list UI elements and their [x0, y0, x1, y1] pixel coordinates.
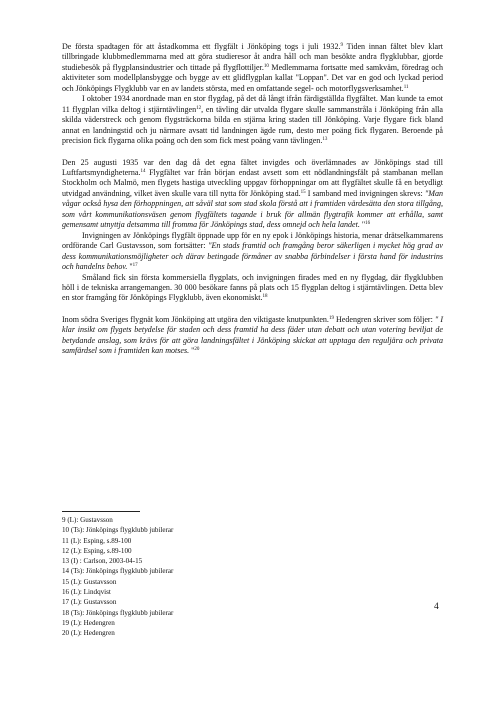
footnote: 17 (L): Gustavsson	[62, 598, 117, 607]
body-text	[62, 42, 443, 357]
text-run: "	[189, 346, 195, 356]
paragraph	[62, 273, 443, 304]
text-run: Tiden innan fältet blev klart tillbringade klubbmedlemmarna med att göra studieresor åt andra håll och man besökte andra flygklubbar, gjorde studiebesök på flygplansindustrier och tittade på flygflottiljer.	[62, 42, 443, 72]
text-run: Inom södra Sveriges flygnät kom Jönköping att utgöra den viktigaste knutpunkten.	[62, 314, 329, 324]
footnote-marker: 11	[403, 84, 409, 90]
paragraph	[62, 94, 443, 146]
footnote: 9 (L): Gustavsson	[62, 516, 113, 524]
text-run: I samband med invigningen skrevs:	[305, 188, 425, 198]
footnote-marker: 9	[340, 43, 343, 48]
text-run: Hedengren skriver som följer:	[333, 314, 435, 324]
footnote: 12 (L): Esping, s.89-100	[62, 546, 132, 555]
footnote: 11 (L): Esping, s.89-100	[62, 536, 132, 545]
text-run: Medlemmarna fortsatte med samkväm, föredrag och aktiviteter som modellplansbygge och bygge av ett glidflygplan kallat "Loppan". Det var en god och lyckad period och Jönköpings Flygklubb var en av landets största, med en omfattande segel- och motorflygsverksamhet.	[62, 62, 444, 93]
paragraph	[62, 315, 443, 357]
footnote: 16 (L): Lindqvist	[62, 588, 111, 597]
footnote: 18 (Ts): Jönköpings flygklubb jubilerar	[62, 608, 174, 617]
paragraph	[62, 158, 443, 231]
text-run: "	[127, 262, 133, 272]
text-run: , en tävling där utvalda flygare skulle sammanstråla i Jönköping från alla skilda väderstreck och genom flygsträckorna bilda en stjärna kring staden till Jönköping. Varje flygare fick bland annat en landningstid och ju närmare avsatt tid landningen ägde rum, desto mer poäng fick flygaren. Beroende på precision fick flygarna olika poäng och den som fick mest poäng vann tävlingen.	[62, 104, 443, 146]
footnote: 13 (I) : Carlson, 2003-04-15	[62, 557, 143, 566]
footnote-marker: 13	[322, 137, 328, 143]
footnote-marker: 16	[365, 221, 371, 227]
footnote-separator	[62, 511, 140, 512]
paragraph	[62, 42, 443, 94]
footnote: 15 (L): Gustavsson	[62, 577, 117, 586]
text-run: Den 25 augusti 1935 var den dag då det egna fältet invigdes och överlämnades av Jönköpings stad till Luftfartsmyndigheterna.	[62, 157, 443, 177]
footnote: 20 (L): Hedengren	[62, 629, 115, 638]
quotation: "Man vågar också hysa den förhoppningen, att såväl stat som stad skola förstå att i framtiden värdesätta den stora tillgång, som vårt kommunikationsväsen genom flygfältets tagande i bruk för allmän flygtrafik kommer att erhålla, samt gemensamt utnyttja detsamma till fromma för Jönköpings stad, dess omnejd och hela landet.	[62, 188, 443, 230]
text-run: Flygfältet var från början endast avsett som ett nödlandningsfält på stambanan mellan Stockholm och Malmö, men flygets hastiga utveckling uppgav förhoppningar om att flygfältet skulle få en betydligt utvidgad användning, vilket även skulle vara till nytta för Jönköping stad.	[62, 167, 443, 198]
text-run: Småland fick sin första kommersiella flygplats, och invigningen firades med en ny flygdag, där flygklubben höll i de tekniska arrangemangen. 30 000 besökare fanns på plats och 15 flygplan deltog i stjärntävlingen. Detta blev en stor framgång för Jönköpings Flygklubb, även ekonomiskt.	[62, 272, 443, 303]
text-run: "	[359, 220, 366, 230]
footnotes	[62, 515, 362, 639]
footnote: 19 (L): Hedengren	[62, 618, 115, 627]
text-run: De första spadtagen för att åstadkomma ett flygfält i Jönköping togs i juli 1932.	[62, 42, 341, 51]
paragraph	[62, 231, 443, 273]
text-run: I oktober 1934 anordnade man en stor flygdag, på det då långt ifrån färdigställda flygfältet. Man kunde ta emot 11 flygplan vilka deltog i stjärntävlingen	[62, 94, 443, 114]
text-run: Invigningen av Jönköpings flygfält öppnade upp för en ny epok i Jönköpings historia, menar drätselkammarens ordförande Carl Gustavsson, som fortsätter:	[62, 230, 443, 251]
quotation: "En stads framtid och framgång beror säkerligen i mycket hög grad av dess kommunikationsmöjligheter och därav betingade förmåner av snabba förbindelser i första hand för industrins och handelns behov.	[62, 241, 443, 272]
footnote: 10 (Ts): Jönköpings flygklubb jubilerar	[62, 526, 174, 535]
footnote-marker: 20	[194, 347, 200, 353]
footnote-marker: 15	[300, 189, 306, 195]
footnote-marker: 14	[140, 168, 146, 174]
footnote: 14 (Ts): Jönköpings flygklubb jubilerar	[62, 567, 174, 576]
footnote-marker: 17	[132, 263, 138, 269]
footnote-marker: 12	[196, 105, 202, 111]
quotation: " I klar insikt om flygets betydelse för staden och dess framtid ha dess fäder utan debatt och utan votering beviljat de betydande anslag, som krävs för att göra landningsfältet i Jönköping skickat att upptaga den reguljära och privata samfärdsel som i framtiden kan motses.	[62, 314, 444, 356]
footnote-marker: 10	[263, 63, 269, 69]
page-number: 4	[434, 602, 439, 612]
footnote-marker: 18	[262, 294, 268, 300]
footnote-marker: 19	[328, 315, 334, 321]
